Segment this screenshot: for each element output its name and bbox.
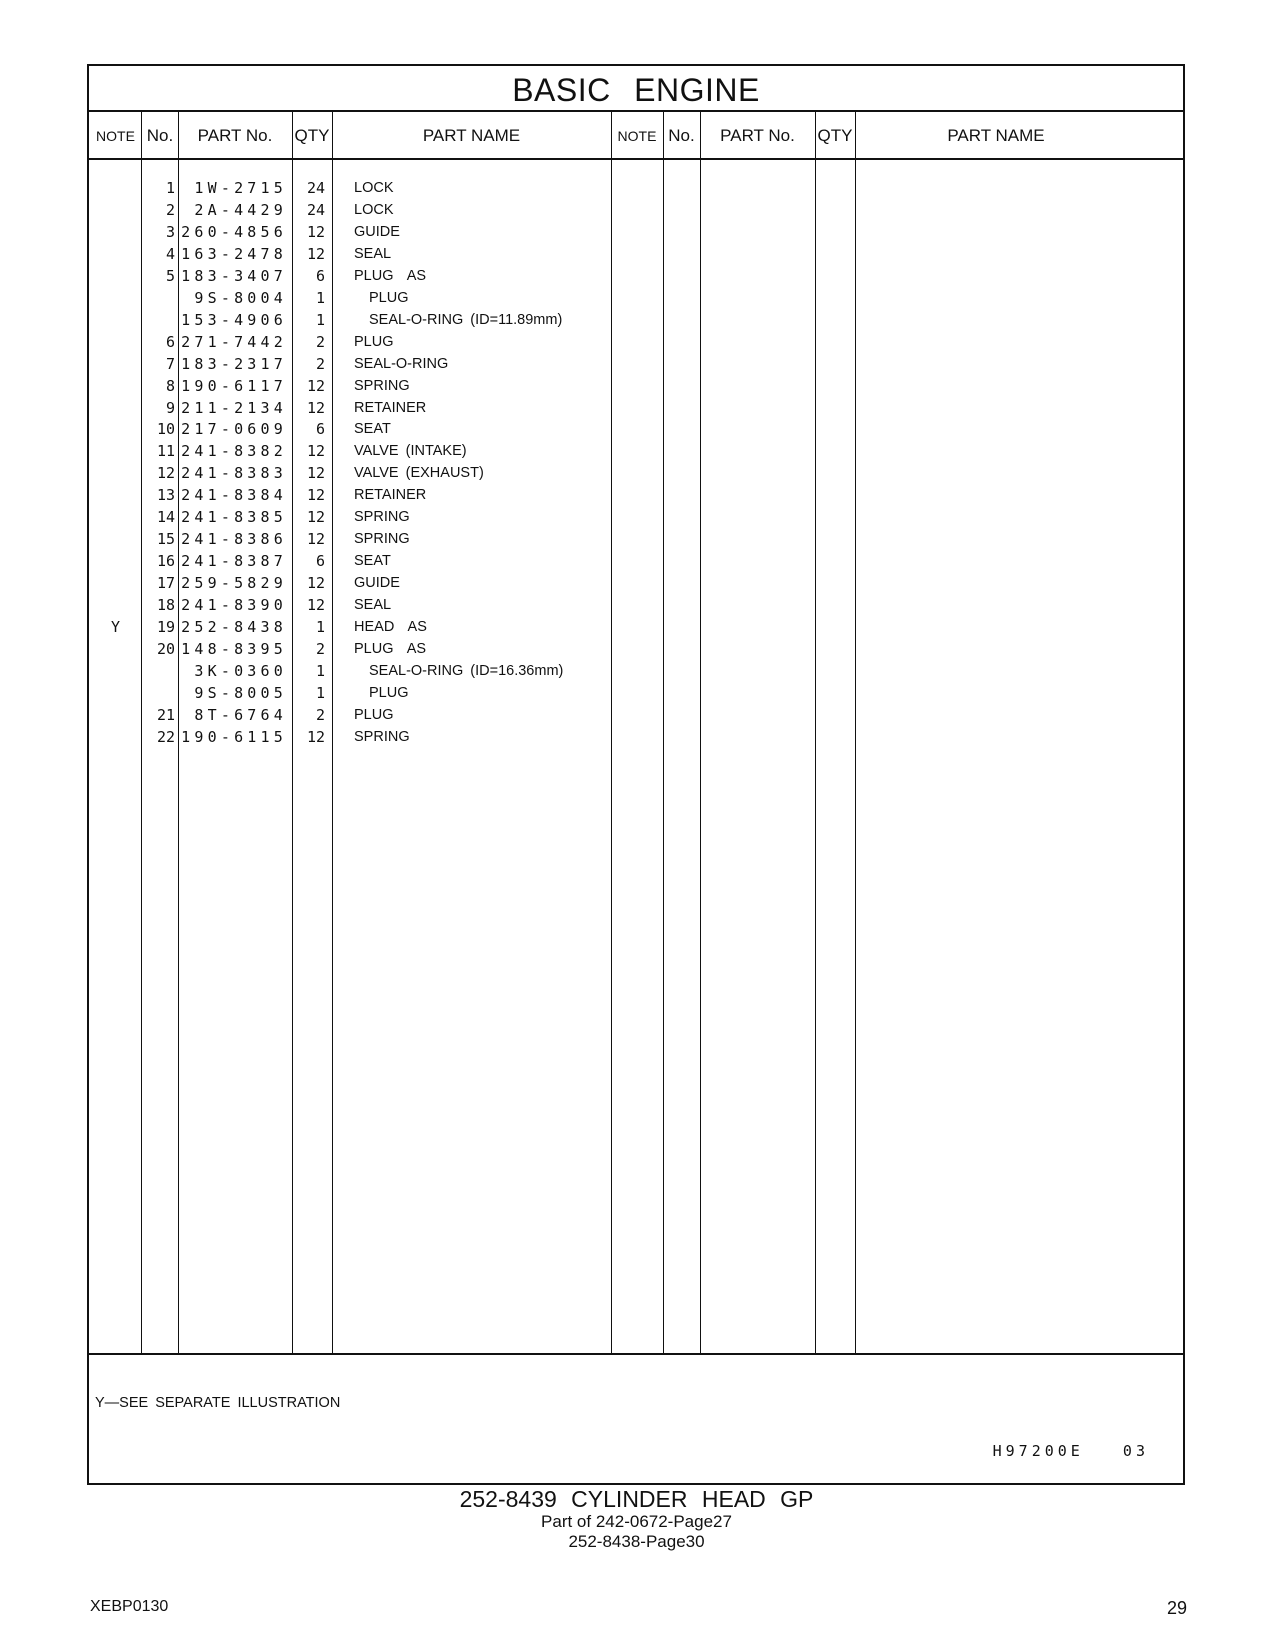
row-part-number: 9S-8004 xyxy=(194,288,287,307)
row-quantity: 24 xyxy=(306,179,325,197)
row-quantity: 12 xyxy=(306,376,325,395)
parts-table-frame xyxy=(87,64,1185,1485)
row-part-name: PLUG xyxy=(354,706,394,723)
row-part-number: 241-8385 xyxy=(181,508,287,527)
row-item-number: 14 xyxy=(156,508,175,527)
group-caption: 252-8439 CYLINDER HEAD GP xyxy=(459,1486,814,1512)
row-part-number: 217-0609 xyxy=(181,420,287,439)
row-item-number: 5 xyxy=(165,266,175,285)
row-quantity: 12 xyxy=(306,574,325,593)
row-item-number: 6 xyxy=(165,332,175,351)
caption-reference-1: Part of 242-0672-Page27 xyxy=(541,1512,732,1531)
header-part-no-2: PART No. xyxy=(720,126,795,145)
row-item-number: 4 xyxy=(165,244,175,263)
row-part-name: PLUG xyxy=(354,333,394,350)
row-item-number: 21 xyxy=(156,705,175,724)
header-part-no: PART No. xyxy=(197,126,273,145)
row-part-number: 3K-0360 xyxy=(194,661,287,680)
row-item-number: 7 xyxy=(165,354,175,373)
header-no-2: No. xyxy=(668,126,695,145)
header-part-name-2: PART NAME xyxy=(947,126,1045,145)
row-item-number: 12 xyxy=(156,464,175,483)
row-part-number: 190-6117 xyxy=(181,376,287,395)
row-part-number: 241-8383 xyxy=(181,464,287,483)
row-quantity: 12 xyxy=(306,398,325,417)
row-item-number: 2 xyxy=(165,200,175,219)
row-quantity: 1 xyxy=(315,661,325,680)
col-divider xyxy=(611,110,612,1354)
row-part-name: HEAD AS xyxy=(354,619,427,635)
row-part-number: 271-7442 xyxy=(181,332,287,351)
row-part-number: 241-8387 xyxy=(181,552,287,571)
row-part-name: SEAL xyxy=(354,245,392,262)
row-item-number: 20 xyxy=(156,639,175,658)
col-divider xyxy=(332,110,333,1354)
row-quantity: 12 xyxy=(306,727,325,746)
header-part-name: PART NAME xyxy=(422,126,521,145)
row-part-number: 9S-8005 xyxy=(194,683,287,702)
row-part-name: SPRING xyxy=(354,509,410,526)
col-divider xyxy=(700,110,701,1354)
row-quantity: 2 xyxy=(315,705,325,724)
body-bottom-divider xyxy=(89,1353,1183,1355)
row-part-name: PLUG AS xyxy=(354,267,427,284)
row-part-name: PLUG xyxy=(369,289,409,306)
row-part-number: 153-4906 xyxy=(181,310,287,329)
row-quantity: 1 xyxy=(315,288,325,307)
row-part-name: LOCK xyxy=(354,201,394,218)
row-part-number: 183-3407 xyxy=(181,266,287,285)
row-item-number: 9 xyxy=(165,398,175,417)
row-part-name: SEAT xyxy=(354,553,391,570)
row-item-number: 3 xyxy=(165,222,175,241)
row-part-name: LOCK xyxy=(354,180,394,196)
row-part-name: PLUG xyxy=(369,684,409,701)
row-quantity: 12 xyxy=(306,442,325,461)
row-item-number: 18 xyxy=(156,596,175,615)
row-item-number: 1 xyxy=(165,179,175,197)
row-quantity: 12 xyxy=(306,486,325,505)
row-part-name: SEAL xyxy=(354,597,392,614)
header-qty: QTY xyxy=(294,126,330,145)
row-item-number: 17 xyxy=(156,574,175,593)
row-part-number: 260-4856 xyxy=(181,222,287,241)
row-quantity: 12 xyxy=(306,464,325,483)
row-item-number: 15 xyxy=(156,530,175,549)
header-no: No. xyxy=(146,126,174,145)
row-part-name: SEAT xyxy=(354,421,391,438)
row-item-number: 10 xyxy=(156,420,175,439)
row-quantity: 12 xyxy=(306,222,325,241)
col-divider xyxy=(663,110,664,1354)
row-part-name: RETAINER xyxy=(354,399,427,416)
header-note-2: NOTE xyxy=(617,128,657,144)
row-part-number: 211-2134 xyxy=(181,398,287,417)
header-note: NOTE xyxy=(96,128,135,144)
row-quantity: 12 xyxy=(306,244,325,263)
row-item-number: 11 xyxy=(156,442,175,461)
row-quantity: 6 xyxy=(315,266,325,285)
row-part-name: SPRING xyxy=(354,377,410,394)
row-part-number: 252-8438 xyxy=(181,618,287,636)
header-qty-2: QTY xyxy=(817,126,853,145)
row-part-number: 148-8395 xyxy=(181,639,287,658)
row-part-name: VALVE (INTAKE) xyxy=(354,443,467,460)
footnote: Y—SEE SEPARATE ILLUSTRATION xyxy=(95,1395,341,1411)
caption-reference-2: 252-8438-Page30 xyxy=(568,1532,705,1551)
col-divider xyxy=(815,110,816,1354)
page-number: 29 xyxy=(1166,1598,1187,1618)
row-quantity: 1 xyxy=(315,310,325,329)
row-part-number: 241-8382 xyxy=(181,442,287,461)
row-part-number: 2A-4429 xyxy=(194,200,287,219)
row-quantity: 6 xyxy=(315,552,325,571)
col-divider xyxy=(178,110,179,1354)
row-quantity: 24 xyxy=(306,200,325,219)
row-quantity: 12 xyxy=(306,508,325,527)
row-quantity: 2 xyxy=(315,332,325,351)
section-title: BASIC ENGINE xyxy=(512,72,760,108)
row-item-number: 22 xyxy=(156,727,175,746)
row-part-number: 163-2478 xyxy=(181,244,287,263)
row-part-name: SEAL-O-RING xyxy=(354,355,449,372)
row-part-number: 241-8386 xyxy=(181,530,287,549)
row-part-number: 8T-6764 xyxy=(194,705,287,724)
row-quantity: 2 xyxy=(315,639,325,658)
row-part-name: SPRING xyxy=(354,728,410,745)
row-note: Y xyxy=(110,618,121,636)
row-quantity: 12 xyxy=(306,530,325,549)
row-quantity: 12 xyxy=(306,596,325,615)
row-part-name: SEAL-O-RING (ID=16.36mm) xyxy=(369,662,564,679)
row-part-number: 1W-2715 xyxy=(194,179,287,197)
header-divider xyxy=(89,158,1183,160)
row-part-name: SPRING xyxy=(354,531,410,548)
row-part-name: VALVE (EXHAUST) xyxy=(354,465,484,482)
row-item-number: 19 xyxy=(156,618,175,636)
row-quantity: 1 xyxy=(315,618,325,636)
row-quantity: 6 xyxy=(315,420,325,439)
row-part-number: 241-8390 xyxy=(181,596,287,615)
illustration-code: H97200E 03 xyxy=(992,1442,1149,1460)
row-part-number: 259-5829 xyxy=(181,574,287,593)
row-quantity: 2 xyxy=(315,354,325,373)
row-item-number: 8 xyxy=(165,376,175,395)
row-part-number: 190-6115 xyxy=(181,727,287,746)
row-part-number: 183-2317 xyxy=(181,354,287,373)
row-quantity: 1 xyxy=(315,683,325,702)
document-id: XEBP0130 xyxy=(90,1598,169,1615)
row-part-number: 241-8384 xyxy=(181,486,287,505)
row-item-number: 13 xyxy=(156,486,175,505)
row-part-name: GUIDE xyxy=(354,575,400,592)
col-divider xyxy=(855,110,856,1354)
row-part-name: RETAINER xyxy=(354,487,427,504)
row-item-number: 16 xyxy=(156,552,175,571)
row-part-name: GUIDE xyxy=(354,223,400,240)
row-part-name: SEAL-O-RING (ID=11.89mm) xyxy=(369,311,563,328)
row-part-name: PLUG AS xyxy=(354,640,427,657)
